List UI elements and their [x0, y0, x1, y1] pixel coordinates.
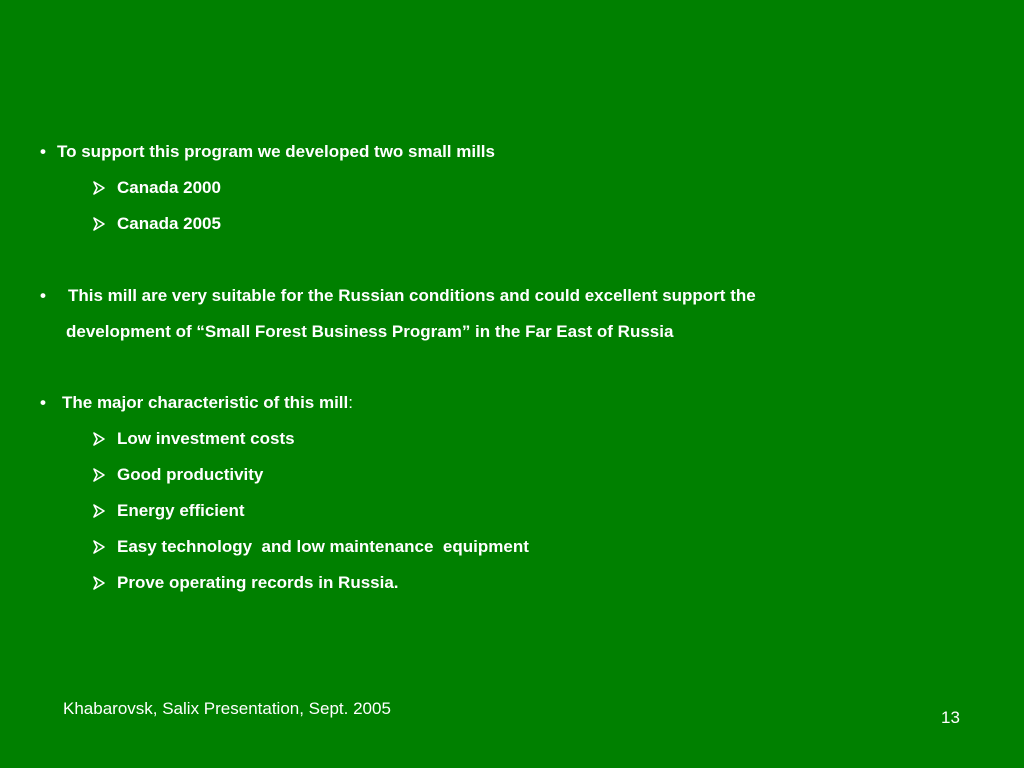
bullet-marker: • — [40, 393, 46, 412]
arrow-bullet-icon — [92, 465, 110, 485]
arrow-bullet-icon — [92, 429, 110, 449]
subitem-low-investment: Low investment costs — [117, 429, 295, 448]
arrow-bullet-icon — [92, 573, 110, 593]
bullet-3-heading: The major characteristic of this mill — [62, 393, 349, 412]
page-number: 13 — [941, 708, 960, 727]
bullet-2-text-line2: development of “Small Forest Business Program” in the Far East of Russia — [66, 322, 674, 341]
subitem-operating-records: Prove operating records in Russia. — [117, 573, 399, 592]
bullet-2-text-line1: This mill are very suitable for the Russian conditions and could excellent support the — [68, 286, 756, 305]
subitem-canada-2005: Canada 2005 — [117, 214, 221, 233]
bullet-marker: • — [40, 286, 46, 305]
bullet-marker: • — [40, 142, 46, 161]
subitem-easy-technology: Easy technology and low maintenance equipment — [117, 537, 529, 556]
subitem-good-productivity: Good productivity — [117, 465, 264, 484]
arrow-bullet-icon — [92, 178, 110, 198]
subitem-energy-efficient: Energy efficient — [117, 501, 245, 520]
arrow-bullet-icon — [92, 537, 110, 557]
bullet-3-text — [62, 393, 353, 413]
arrow-bullet-icon — [92, 501, 110, 521]
bullet-1-text: To support this program we developed two small mills — [57, 142, 495, 161]
bullet-3-colon: : — [348, 393, 353, 412]
footer-caption: Khabarovsk, Salix Presentation, Sept. 2005 — [63, 699, 391, 718]
arrow-bullet-icon — [92, 214, 110, 234]
subitem-canada-2000: Canada 2000 — [117, 178, 221, 197]
